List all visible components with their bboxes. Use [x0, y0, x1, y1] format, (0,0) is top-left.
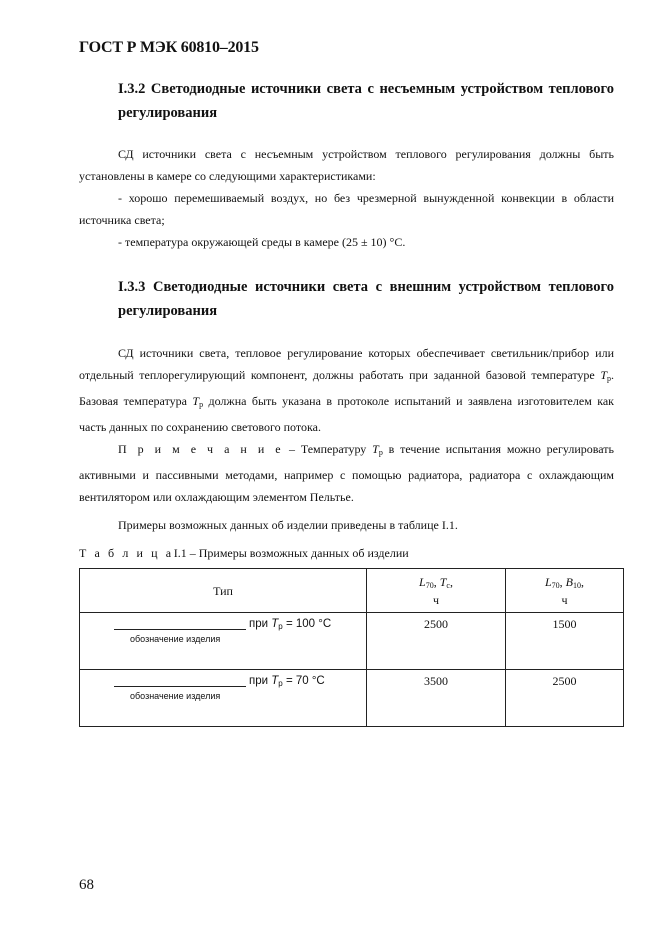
header-type: Тип	[80, 569, 367, 613]
note-text-2: в течение испытания можно регулировать активными и пассивными методами, например с помощью радиатора, радиатора с охлаждающим вентилятором или охлаждающим элементом Пельтье.	[79, 442, 615, 504]
l70-b10-cell: 1500	[506, 613, 624, 670]
header-l70-b10: $L_{70}$, $B_{10}$, ч	[506, 569, 624, 613]
temp-subscript: p	[199, 400, 204, 409]
note-paragraph	[79, 438, 614, 508]
paragraph-text-2: . Базовая температура	[79, 368, 614, 408]
test-condition: при $T_p = 100$ °С	[249, 618, 332, 631]
product-designation-blank	[114, 629, 246, 630]
section-heading-i33: I.3.3 Светодиодные источники света с внешним устройством теплового регулирования	[118, 279, 614, 319]
table-caption	[79, 546, 409, 561]
l70-tc-cell: 2500	[367, 613, 506, 670]
table-header-row	[80, 569, 624, 613]
temp-symbol: T	[192, 394, 200, 408]
designation-note: обозначение изделия	[130, 691, 221, 701]
note-label: П р и м е ч а н и е	[118, 442, 284, 456]
l70-tc-cell: 3500	[367, 670, 506, 727]
section-i32-intro: СД источники света с несъемным устройством теплового регулирования должны быть установлены в камере со следующими характеристиками:	[79, 147, 614, 183]
table-row	[80, 670, 624, 727]
header-unit: ч	[432, 592, 440, 607]
section-i32-item-2: - температура окружающей среды в камере (25 ± 10) °С.	[118, 235, 406, 249]
header-l70-tc: $L_{70}$, $T_c$, ч	[367, 569, 506, 613]
header-unit: ч	[561, 592, 568, 607]
note-text-1: – Температуру	[289, 442, 367, 456]
document-header: ГОСТ Р МЭК 60810–2015	[79, 39, 259, 56]
table-row	[80, 613, 624, 670]
table-caption-label: Т а б л и ц а	[79, 546, 174, 560]
product-data-table	[79, 568, 624, 727]
section-i32-item-1: - хорошо перемешиваемый воздух, но без чрезмерной вынужденной конвекции в области источника света;	[79, 191, 614, 227]
table-caption-text: I.1 – Примеры возможных данных об изделии	[173, 546, 409, 560]
product-designation-blank	[114, 686, 246, 687]
designation-note: обозначение изделия	[130, 634, 221, 644]
l70-b10-cell: 2500	[506, 670, 624, 727]
type-cell	[80, 613, 367, 670]
type-cell	[80, 670, 367, 727]
examples-paragraph: Примеры возможных данных об изделии приведены в таблице I.1.	[118, 518, 458, 532]
section-i33-paragraph	[79, 342, 614, 438]
paragraph-text-3: должна быть указана в протоколе испытаний и заявлена изготовителем как часть данных по сохранению светового потока.	[79, 394, 614, 434]
temp-symbol: T	[372, 442, 379, 456]
temp-subscript: p	[378, 448, 383, 457]
test-condition: при $T_p = 70$ °С	[249, 675, 325, 688]
page-number: 68	[79, 877, 94, 893]
temp-subscript: p	[607, 374, 611, 383]
paragraph-text-1: СД источники света, тепловое регулирование которых обеспечивает светильник/прибор или отдельный теплорегулирующий компонент, должны работать при заданной базовой температуре	[79, 346, 614, 382]
section-heading-i32: I.3.2 Светодиодные источники света с несъемным устройством теплового регулирования	[118, 81, 614, 121]
temp-symbol: T	[600, 368, 607, 382]
